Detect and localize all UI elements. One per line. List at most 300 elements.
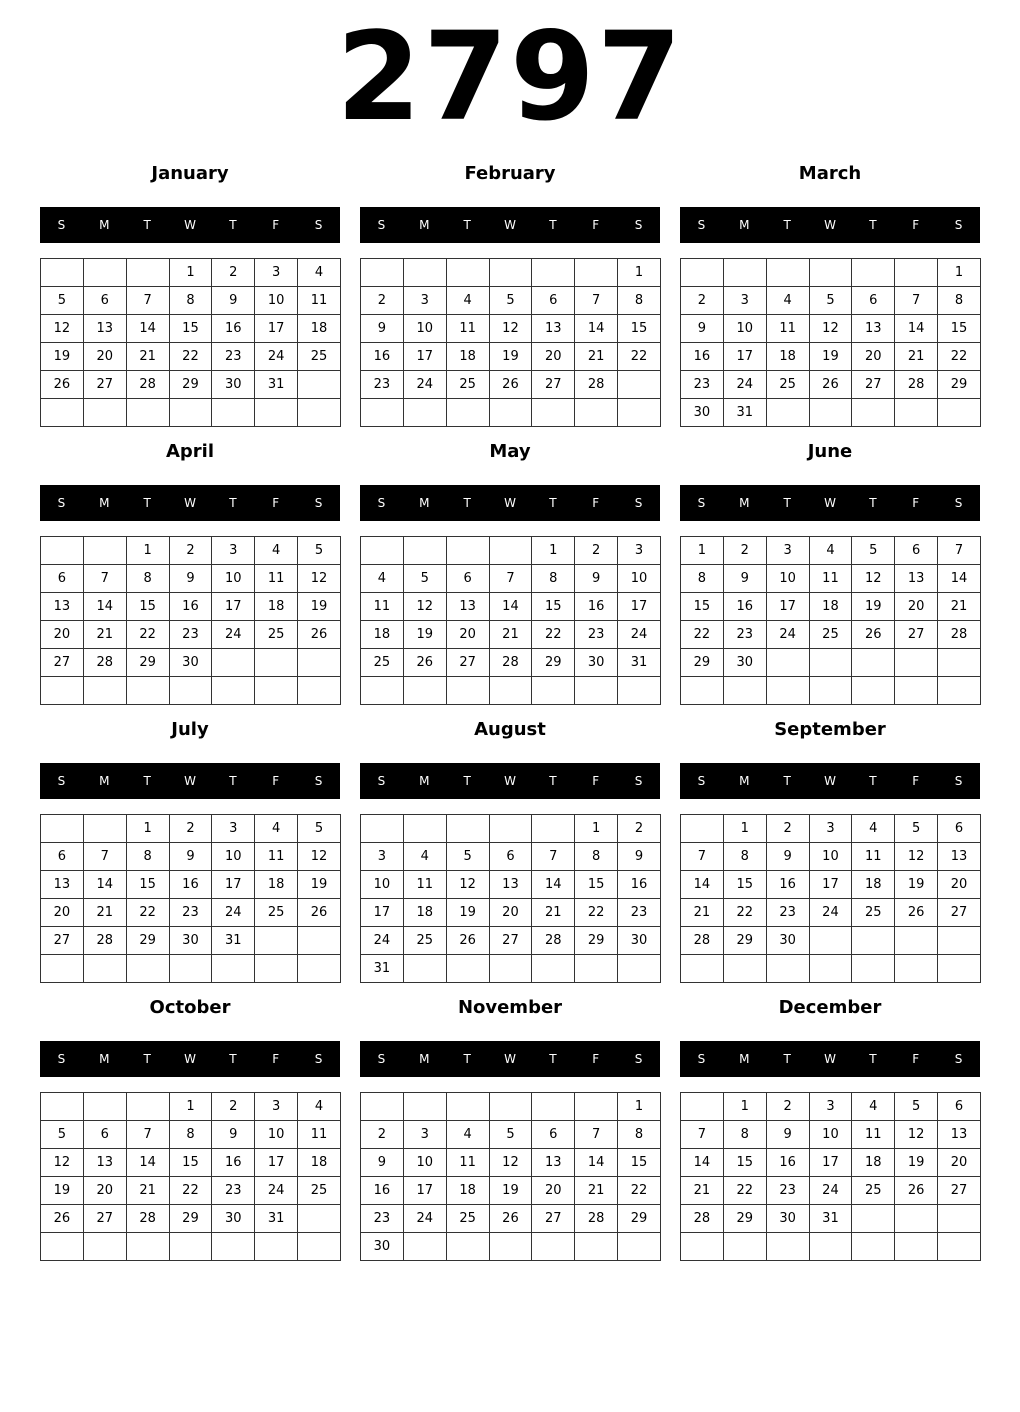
day-cell: 4 [298, 259, 341, 287]
day-cell: 12 [809, 315, 852, 343]
day-cell: 17 [212, 871, 255, 899]
weekday-label: W [504, 1052, 516, 1066]
day-cell: 1 [618, 1093, 661, 1121]
weekday-label: T [143, 774, 151, 788]
day-cell: 2 [361, 1121, 404, 1149]
week-row [41, 621, 341, 649]
day-cell: 28 [126, 1205, 169, 1233]
day-cell: 18 [298, 1149, 341, 1177]
day-cell: 22 [681, 621, 724, 649]
weekday-label: W [824, 774, 836, 788]
weekday-label: M [99, 218, 110, 232]
day-cell [446, 677, 489, 705]
weekday-label: S [377, 1052, 386, 1066]
day-cell: 27 [938, 899, 981, 927]
day-cell: 23 [361, 371, 404, 399]
weekday-label: S [314, 774, 323, 788]
day-cell: 5 [895, 1093, 938, 1121]
weekday-label: S [57, 1052, 66, 1066]
weekday-label: T [143, 1052, 151, 1066]
day-cell: 15 [938, 315, 981, 343]
day-cell: 28 [575, 1205, 618, 1233]
week-row [41, 899, 341, 927]
weekday-label: W [504, 774, 516, 788]
day-cell: 14 [126, 1149, 169, 1177]
week-row [41, 343, 341, 371]
day-cell [809, 677, 852, 705]
day-cell: 8 [126, 565, 169, 593]
weekday-label: S [314, 218, 323, 232]
day-cell [681, 1093, 724, 1121]
day-cell: 29 [126, 649, 169, 677]
week-row [41, 593, 341, 621]
weekday-label: F [272, 1052, 280, 1066]
day-cell: 29 [169, 371, 212, 399]
day-cell [41, 815, 84, 843]
week-row [361, 899, 661, 927]
day-cell: 19 [41, 1177, 84, 1205]
day-cell: 10 [255, 287, 298, 315]
day-cell: 10 [809, 1121, 852, 1149]
day-cell: 1 [169, 259, 212, 287]
day-cell: 11 [255, 565, 298, 593]
day-cell [83, 259, 126, 287]
day-cell [446, 1233, 489, 1261]
day-cell: 16 [766, 1149, 809, 1177]
weekday-label: W [504, 496, 516, 510]
day-cell [255, 649, 298, 677]
day-cell: 30 [723, 649, 766, 677]
day-cell: 20 [446, 621, 489, 649]
day-cell: 30 [766, 1205, 809, 1233]
day-cell: 16 [723, 593, 766, 621]
day-cell: 2 [723, 537, 766, 565]
day-cell: 1 [532, 537, 575, 565]
weekday-label: S [697, 774, 706, 788]
day-grid [680, 1092, 981, 1261]
day-cell: 21 [938, 593, 981, 621]
day-cell: 18 [852, 1149, 895, 1177]
day-grid [360, 258, 661, 427]
day-cell: 23 [766, 1177, 809, 1205]
week-row [361, 565, 661, 593]
day-cell: 11 [446, 1149, 489, 1177]
day-cell: 23 [681, 371, 724, 399]
day-cell: 24 [212, 899, 255, 927]
day-cell: 21 [681, 1177, 724, 1205]
day-cell: 26 [41, 1205, 84, 1233]
day-cell: 9 [766, 843, 809, 871]
day-cell [489, 677, 532, 705]
day-cell: 27 [852, 371, 895, 399]
month-name: August [474, 719, 546, 740]
day-cell: 14 [83, 593, 126, 621]
day-cell [361, 399, 404, 427]
day-cell: 12 [298, 843, 341, 871]
day-cell: 29 [532, 649, 575, 677]
day-cell: 27 [83, 1205, 126, 1233]
day-cell: 13 [489, 871, 532, 899]
week-row [681, 955, 981, 983]
weekday-label: T [549, 218, 557, 232]
day-cell: 4 [446, 1121, 489, 1149]
day-cell: 17 [723, 343, 766, 371]
weekday-label: M [419, 774, 430, 788]
day-cell: 18 [255, 871, 298, 899]
day-cell: 29 [618, 1205, 661, 1233]
day-cell: 11 [446, 315, 489, 343]
day-cell: 8 [723, 843, 766, 871]
weekday-label: F [272, 774, 280, 788]
day-cell [446, 955, 489, 983]
day-grid [680, 536, 981, 705]
day-cell: 30 [169, 649, 212, 677]
week-row [41, 259, 341, 287]
day-cell: 9 [766, 1121, 809, 1149]
day-cell: 3 [361, 843, 404, 871]
day-cell [361, 815, 404, 843]
day-cell [212, 399, 255, 427]
day-cell: 16 [212, 1149, 255, 1177]
day-cell: 26 [298, 899, 341, 927]
day-cell: 5 [446, 843, 489, 871]
week-row [41, 927, 341, 955]
day-cell: 25 [361, 649, 404, 677]
day-cell [766, 1233, 809, 1261]
day-cell: 28 [895, 371, 938, 399]
day-cell [766, 677, 809, 705]
day-cell [126, 1093, 169, 1121]
day-cell [489, 537, 532, 565]
day-cell: 28 [681, 1205, 724, 1233]
day-cell [575, 1233, 618, 1261]
day-cell: 20 [41, 621, 84, 649]
day-cell: 13 [41, 593, 84, 621]
day-cell: 28 [681, 927, 724, 955]
week-row [41, 565, 341, 593]
week-row [361, 1233, 661, 1261]
day-cell [489, 815, 532, 843]
day-cell: 3 [212, 537, 255, 565]
weekday-label: F [592, 218, 600, 232]
day-cell: 20 [895, 593, 938, 621]
day-cell [212, 955, 255, 983]
day-cell: 3 [766, 537, 809, 565]
day-cell [83, 399, 126, 427]
day-cell [212, 677, 255, 705]
day-cell [532, 399, 575, 427]
weekday-label: S [954, 1052, 963, 1066]
day-cell: 12 [489, 315, 532, 343]
weekday-label: F [592, 774, 600, 788]
day-cell: 31 [255, 1205, 298, 1233]
day-cell [723, 677, 766, 705]
day-cell [532, 1093, 575, 1121]
day-cell: 11 [361, 593, 404, 621]
day-cell [83, 1093, 126, 1121]
day-cell: 22 [723, 899, 766, 927]
day-cell: 6 [895, 537, 938, 565]
day-cell: 14 [895, 315, 938, 343]
day-cell: 17 [809, 871, 852, 899]
day-cell: 12 [41, 1149, 84, 1177]
day-cell: 18 [255, 593, 298, 621]
month-name: June [807, 441, 853, 462]
week-row [681, 927, 981, 955]
day-cell [403, 399, 446, 427]
day-cell: 12 [895, 843, 938, 871]
weekday-label: T [229, 774, 237, 788]
day-cell: 14 [126, 315, 169, 343]
day-cell [41, 399, 84, 427]
weekday-header [360, 207, 660, 243]
day-grid [40, 536, 341, 705]
day-cell: 28 [575, 371, 618, 399]
day-cell: 7 [681, 1121, 724, 1149]
day-cell: 26 [298, 621, 341, 649]
month-name: February [464, 163, 556, 184]
day-cell: 8 [532, 565, 575, 593]
day-cell: 2 [169, 537, 212, 565]
week-row [681, 1121, 981, 1149]
day-cell [489, 1233, 532, 1261]
day-cell: 19 [446, 899, 489, 927]
day-cell: 16 [575, 593, 618, 621]
day-cell: 27 [41, 649, 84, 677]
week-row [361, 287, 661, 315]
day-grid [40, 814, 341, 983]
day-cell: 20 [938, 1149, 981, 1177]
day-cell: 4 [809, 537, 852, 565]
day-cell: 14 [681, 1149, 724, 1177]
day-cell: 21 [895, 343, 938, 371]
day-cell: 16 [766, 871, 809, 899]
week-row [361, 315, 661, 343]
day-cell [809, 649, 852, 677]
weekday-label: T [229, 1052, 237, 1066]
month-february [360, 162, 660, 430]
day-cell: 2 [212, 1093, 255, 1121]
day-cell [83, 677, 126, 705]
day-cell [255, 927, 298, 955]
week-row [41, 843, 341, 871]
day-cell: 5 [809, 287, 852, 315]
month-november [360, 996, 660, 1264]
day-cell: 7 [532, 843, 575, 871]
day-cell: 8 [618, 1121, 661, 1149]
day-cell: 8 [681, 565, 724, 593]
day-cell [41, 537, 84, 565]
day-cell: 27 [938, 1177, 981, 1205]
day-cell: 26 [41, 371, 84, 399]
day-cell [575, 399, 618, 427]
day-cell [938, 399, 981, 427]
day-cell: 3 [255, 259, 298, 287]
day-cell [681, 677, 724, 705]
day-cell: 4 [403, 843, 446, 871]
day-cell: 9 [361, 315, 404, 343]
day-cell [895, 399, 938, 427]
day-cell: 16 [169, 593, 212, 621]
day-cell: 11 [403, 871, 446, 899]
week-row [681, 677, 981, 705]
day-cell: 24 [403, 1205, 446, 1233]
week-row [361, 259, 661, 287]
day-cell: 25 [255, 899, 298, 927]
day-cell: 26 [895, 1177, 938, 1205]
weekday-header [360, 1041, 660, 1077]
day-cell [766, 259, 809, 287]
day-cell: 7 [681, 843, 724, 871]
week-row [681, 815, 981, 843]
day-cell: 24 [809, 899, 852, 927]
weekday-label: S [634, 1052, 643, 1066]
day-cell: 19 [895, 1149, 938, 1177]
day-cell: 14 [575, 1149, 618, 1177]
weekday-label: F [272, 496, 280, 510]
day-cell: 1 [126, 815, 169, 843]
day-cell [298, 927, 341, 955]
week-row [41, 1205, 341, 1233]
day-cell: 9 [169, 843, 212, 871]
week-row [681, 315, 981, 343]
day-cell [361, 259, 404, 287]
day-cell: 22 [126, 899, 169, 927]
day-cell [298, 677, 341, 705]
day-cell: 9 [212, 1121, 255, 1149]
day-cell: 17 [403, 1177, 446, 1205]
day-cell [212, 649, 255, 677]
day-cell: 29 [681, 649, 724, 677]
day-cell: 22 [169, 1177, 212, 1205]
day-cell [938, 649, 981, 677]
day-cell: 7 [575, 287, 618, 315]
day-cell: 18 [446, 343, 489, 371]
day-cell [809, 1233, 852, 1261]
day-cell [41, 677, 84, 705]
day-cell: 3 [403, 1121, 446, 1149]
day-cell: 30 [169, 927, 212, 955]
month-name: May [489, 441, 531, 462]
day-cell: 15 [169, 315, 212, 343]
weekday-label: T [229, 496, 237, 510]
day-cell [895, 1205, 938, 1233]
day-cell: 6 [938, 815, 981, 843]
week-row [361, 871, 661, 899]
day-cell: 31 [723, 399, 766, 427]
day-cell: 1 [681, 537, 724, 565]
month-march [680, 162, 980, 430]
weekday-header [680, 207, 980, 243]
day-cell: 18 [766, 343, 809, 371]
day-cell [489, 399, 532, 427]
month-april [40, 440, 340, 708]
weekday-header [40, 763, 340, 799]
day-cell: 19 [403, 621, 446, 649]
day-cell: 23 [575, 621, 618, 649]
weekday-label: F [912, 218, 920, 232]
day-cell: 6 [489, 843, 532, 871]
day-cell: 18 [298, 315, 341, 343]
month-name: September [774, 719, 886, 740]
day-cell: 23 [169, 899, 212, 927]
day-cell: 21 [126, 343, 169, 371]
day-cell [852, 649, 895, 677]
day-cell: 16 [212, 315, 255, 343]
weekday-label: M [739, 218, 750, 232]
day-cell: 29 [723, 927, 766, 955]
day-cell: 14 [681, 871, 724, 899]
day-cell [575, 677, 618, 705]
day-cell [532, 815, 575, 843]
week-row [681, 371, 981, 399]
day-grid [40, 1092, 341, 1261]
weekday-label: F [592, 496, 600, 510]
day-cell: 3 [809, 815, 852, 843]
day-cell: 7 [895, 287, 938, 315]
day-cell [895, 259, 938, 287]
day-grid [680, 814, 981, 983]
month-name: July [171, 719, 209, 740]
day-cell: 25 [852, 899, 895, 927]
day-cell: 30 [681, 399, 724, 427]
weekday-label: M [419, 496, 430, 510]
day-cell: 2 [575, 537, 618, 565]
day-cell [83, 1233, 126, 1261]
day-cell: 16 [169, 871, 212, 899]
day-cell: 25 [446, 371, 489, 399]
day-cell: 19 [895, 871, 938, 899]
day-cell: 13 [83, 315, 126, 343]
day-cell: 30 [212, 1205, 255, 1233]
day-cell [403, 1093, 446, 1121]
day-cell: 8 [618, 287, 661, 315]
week-row [41, 1177, 341, 1205]
day-cell: 5 [41, 287, 84, 315]
weekday-label: T [783, 1052, 791, 1066]
day-cell: 26 [809, 371, 852, 399]
day-cell [723, 259, 766, 287]
day-cell [361, 537, 404, 565]
month-name: December [778, 997, 882, 1018]
month-january [40, 162, 340, 430]
day-cell: 24 [766, 621, 809, 649]
day-cell [298, 649, 341, 677]
weekday-label: W [504, 218, 516, 232]
day-cell [809, 399, 852, 427]
day-cell: 31 [361, 955, 404, 983]
day-cell [532, 677, 575, 705]
weekday-label: T [869, 496, 877, 510]
day-cell: 29 [169, 1205, 212, 1233]
day-cell [618, 1233, 661, 1261]
weekday-label: F [912, 1052, 920, 1066]
week-row [361, 1093, 661, 1121]
day-cell: 5 [895, 815, 938, 843]
day-cell: 23 [723, 621, 766, 649]
weekday-label: T [869, 1052, 877, 1066]
day-grid [360, 536, 661, 705]
day-cell: 4 [852, 1093, 895, 1121]
day-cell: 2 [169, 815, 212, 843]
day-cell: 9 [575, 565, 618, 593]
day-cell [618, 371, 661, 399]
day-cell: 15 [126, 871, 169, 899]
day-cell [446, 815, 489, 843]
day-cell: 28 [126, 371, 169, 399]
day-cell: 23 [212, 343, 255, 371]
day-cell: 14 [938, 565, 981, 593]
